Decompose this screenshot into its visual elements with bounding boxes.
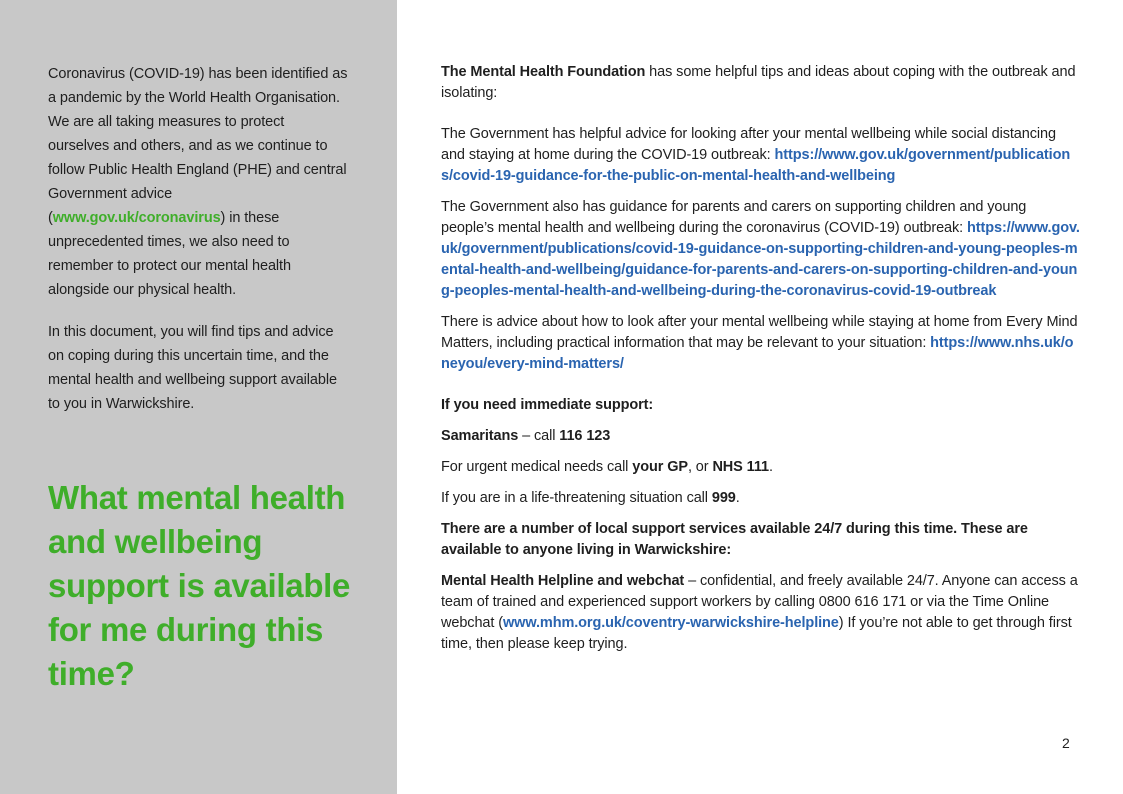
gp-text: For urgent medical needs call [441,459,633,475]
intro-paragraph-2: In this document, you will find tips and advice on coping during this uncertain time, and the mental health and wellbeing support available to you in Warwickshire. [48,324,337,412]
nhs-111-bold: NHS 111 [712,459,769,475]
gov-advice-paragraph [441,124,1081,187]
mhf-name: The Mental Health Foundation [441,64,646,80]
parents-guidance-link[interactable]: https://www.gov.uk/government/publications/covid-19-guidance-on-supporting-children-and-young-peoples-mental-health-and-wellbeing/guidance-for-parents-and-carers-on-supporting-children-and-young-peoples-mental-health-and-wellbeing-during-the-coronavirus-covid-19-outbreak [441,220,1080,299]
parents-guidance-text: The Government also has guidance for parents and carers on supporting children and young people’s mental health and wellbeing during the coronavirus (COVID-19) outbreak: [441,199,1027,236]
samaritans-number: 116 123 [559,428,611,444]
mhf-text: has some helpful tips and ideas about coping with the outbreak and isolating: [441,64,1076,101]
every-mind-matters-link[interactable]: https://www.nhs.uk/oneyou/every-mind-matters/ [441,335,1074,372]
helpline-link[interactable]: www.mhm.org.uk/coventry-warwickshire-helpline [502,615,839,631]
intro-text-part: ) in these unprecedented times, we also need to remember to protect our mental health alongside our physical health. [48,210,291,298]
gov-advice-text: The Government has helpful advice for looking after your mental wellbeing while social distancing and staying at home during the COVID-19 outbreak: [441,126,1056,163]
helpline-name: Mental Health Helpline and webchat [441,573,685,589]
samaritans-line [441,426,1081,447]
intro-text [48,62,348,434]
emergency-number: 999 [711,490,736,506]
helpline-text: ) If you’re not able to get through first time, then please keep trying. [441,615,1072,652]
main-content [441,62,1081,665]
life-threatening-line [441,488,1081,509]
sidebar-panel [0,0,397,794]
section-heading: What mental health and wellbeing support is available for me during this time? [48,479,351,692]
samaritans-name: Samaritans [441,428,519,444]
mhf-paragraph [441,62,1081,104]
immediate-support-heading-text: If you need immediate support: [441,397,654,413]
gp-bold: your GP [632,459,688,475]
intro-text-part: Coronavirus (COVID-19) has been identified as a pandemic by the World Health Organisation. We are all taking measures to protect ourselves and others, and as we continue to follow Public Health England (PHE) and central Government advice ( [48,66,348,226]
helpline-text: – confidential, and freely available 24/7. Anyone can access a team of trained and experienced support workers by calling 0800 616 171 or via the Time Online webchat ( [441,573,1078,631]
helpline-paragraph [441,571,1081,655]
coronavirus-link[interactable]: www.gov.uk/coronavirus [52,210,221,226]
local-services-heading-text: There are a number of local support services available 24/7 during this time. These are available to anyone living in Warwickshire: [441,521,1028,558]
parents-guidance-paragraph [441,197,1081,302]
local-services-heading [441,519,1081,561]
life-threatening-text: If you are in a life-threatening situation call [441,490,712,506]
life-threatening-end: . [735,490,740,506]
samaritans-text: – call [518,428,560,444]
gp-text: . [768,459,773,475]
immediate-support-heading [441,395,1081,416]
every-mind-matters-text: There is advice about how to look after your mental wellbeing while staying at home from Every Mind Matters, including practical information that may be relevant to your situation: [441,314,1078,351]
every-mind-matters-paragraph [441,312,1081,375]
gp-text: , or [687,459,713,475]
gp-line [441,457,1081,478]
gov-advice-link[interactable]: https://www.gov.uk/government/publications/covid-19-guidance-for-the-public-on-mental-health-and-wellbeing [441,147,1071,184]
page-number: 2 [1062,735,1070,751]
intro-paragraph-1 [48,62,348,302]
